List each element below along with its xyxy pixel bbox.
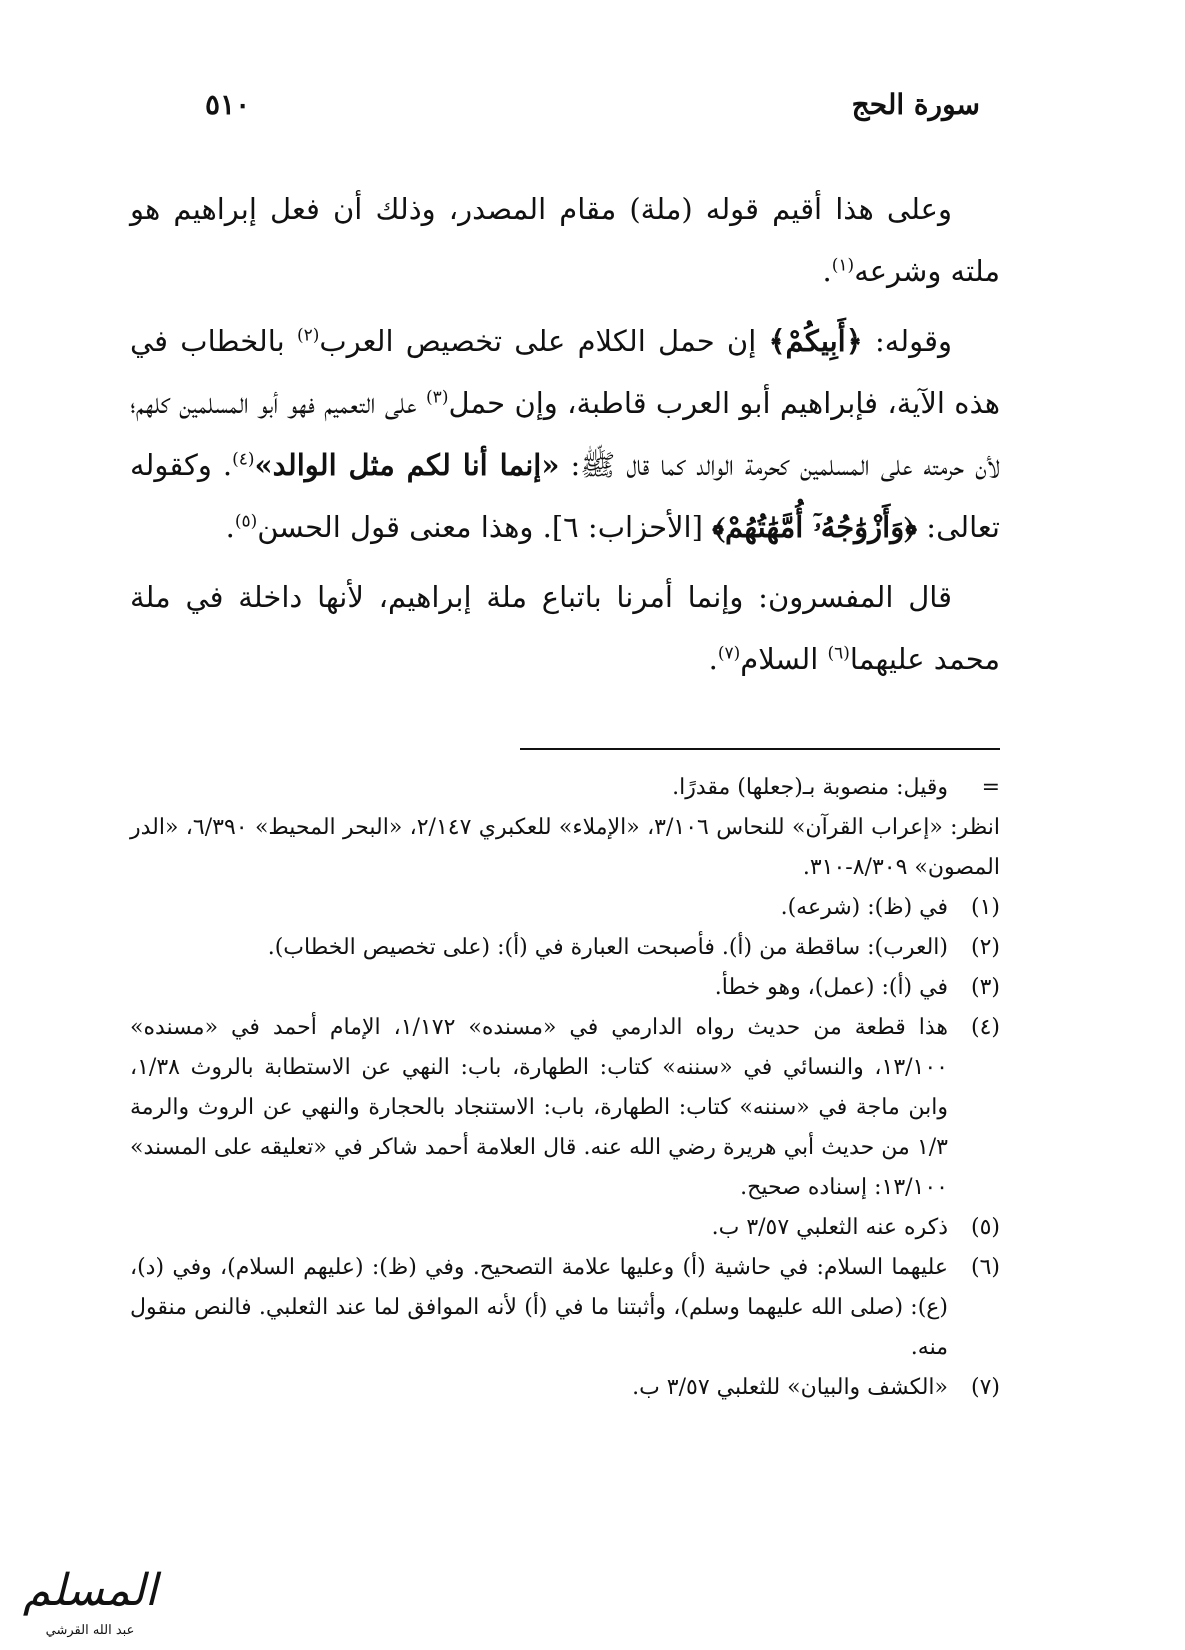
footnote-continuation	[130, 768, 1000, 808]
footnote-separator	[520, 748, 1000, 750]
footnote-item	[130, 1208, 1000, 1248]
footnote-ref-7: (٧)	[717, 643, 741, 664]
footnote-ref-4: (٤)	[232, 449, 255, 470]
footnote-text: هذا قطعة من حديث رواه الدارمي في «مسنده» ١/١٧٢، الإمام أحمد في «مسنده» ١٣/١٠٠، والنسائي في «سننه» كتاب: الطهارة، باب: النهي عن الاستطابة بالروث ١/٣٨، وابن ماجة في «سننه» كتاب: الطهارة، باب: الاستنجاد بالحجارة والنهي عن الروث والرمة ١/٣ من حديث أبي هريرة رضي الله عنه. قال العلامة أحمد شاكر في «تعليقه على المسند» ١٣/١٠٠: إسناده صحيح.	[130, 1015, 948, 1200]
hadith-quote: «إنما أنا لكم مثل الوالد»	[254, 448, 560, 482]
paragraph-text: [الأحزاب: ٦]. وهذا معنى قول الحسن	[257, 510, 713, 544]
paragraph-text: . وكقوله تعالى:	[130, 448, 1000, 544]
paragraph-text: إن حمل الكلام على تخصيص العرب	[319, 324, 769, 358]
paragraph-2	[130, 310, 1000, 558]
footnote-number: (٦)	[970, 1255, 1000, 1280]
footnote-text: في (أ): (عمل)، وهو خطأ.	[714, 975, 948, 1000]
footnote-item	[130, 888, 1000, 928]
quran-quote: ﴿وَأَزْوَٰجُهُۥٓ أُمَّهَٰتُهُمْ﴾	[712, 510, 918, 544]
footnote-number: (٣)	[970, 975, 1000, 1000]
footnote-text: انظر: «إعراب القرآن» للنحاس ٣/١٠٦، «الإملاء» للعكبري ٢/١٤٧، «البحر المحيط» ٦/٣٩٠، «الدر المصون» ٨/٣٠٩-٣١٠.	[130, 815, 1000, 880]
paragraph-text: وقوله:	[862, 324, 952, 358]
footnote-number: (٧)	[970, 1375, 1000, 1400]
paragraph-text: على التعميم فهو أبو المسلمين كلهم؛ لأن حرمته على المسلمين كحرمة الوالد كما قال ﷺ:	[130, 386, 1000, 482]
footnote-number: (٤)	[970, 1015, 1000, 1040]
paragraph-text: بالخطاب في هذه الآية، فإبراهيم أبو العرب قاطبة، وإن حمل	[130, 324, 1001, 420]
footnote-text: وقيل: منصوبة بـ(جعلها) مقدرًا.	[672, 775, 948, 800]
quran-quote: ﴿أَبِيكُمْ﴾	[768, 324, 863, 358]
paragraph-text: قال المفسرون: وإنما أمرنا باتباع ملة إبراهيم، لأنها داخلة في ملة محمد عليهما	[130, 580, 1000, 676]
paragraph-text: السلام	[740, 642, 828, 676]
paragraph-punct: .	[708, 642, 718, 676]
footnote-number: (١)	[970, 895, 1000, 920]
page-header	[205, 88, 980, 138]
footnote-text: (العرب): ساقطة من (أ). فأصبحت العبارة في (أ): (على تخصيص الخطاب).	[267, 935, 948, 960]
continuation-mark: =	[981, 775, 1000, 800]
footnote-ref-1: (١)	[831, 255, 855, 276]
footnotes	[130, 768, 1000, 1408]
paragraph-text: وعلى هذا أقيم قوله (ملة) مقام المصدر، وذلك أن فعل إبراهيم هو ملته وشرعه	[130, 192, 1000, 288]
footnote-item	[130, 928, 1000, 968]
paragraph-3	[130, 566, 1000, 690]
paragraph-1	[130, 178, 1000, 302]
page-number: ٥١٠	[205, 88, 251, 121]
footnote-number: (٥)	[970, 1215, 1000, 1240]
footnote-text: ذكره عنه الثعلبي ٣/٥٧ ب.	[711, 1215, 948, 1240]
logo-calligraphy: المسلم	[22, 1565, 158, 1616]
footnote-ref-2: (٢)	[296, 325, 320, 346]
footnote-item	[130, 1248, 1000, 1368]
footnote-item	[130, 968, 1000, 1008]
footnote-ref-5: (٥)	[234, 511, 258, 532]
logo-caption: عبد الله القرشي	[45, 1623, 135, 1638]
footnote-text: عليهما السلام: في حاشية (أ) وعليها علامة التصحيح. وفي (ظ): (عليهم السلام)، وفي (د)، (ع): (صلى الله عليهما وسلم)، وأثبتنا ما في (أ) لأنه الموافق لما عند الثعلبي. فالنص منقول منه.	[130, 1255, 948, 1360]
footnote-ref-6: (٦)	[827, 643, 850, 664]
surah-title: سورة الحج	[851, 88, 980, 121]
footnote-item	[130, 1368, 1000, 1408]
footnote-item	[130, 1008, 1000, 1208]
footnote-ref-3: (٣)	[426, 387, 449, 408]
footnote-number: (٢)	[970, 935, 1000, 960]
footnote-continuation-2	[130, 808, 1000, 888]
footnote-text: في (ظ): (شرعه).	[780, 895, 948, 920]
main-text	[130, 178, 1000, 698]
paragraph-punct: .	[225, 510, 235, 544]
paragraph-punct: .	[822, 254, 832, 288]
footnote-text: «الكشف والبيان» للثعلبي ٣/٥٧ ب.	[632, 1375, 948, 1400]
publisher-logo	[10, 1543, 170, 1638]
